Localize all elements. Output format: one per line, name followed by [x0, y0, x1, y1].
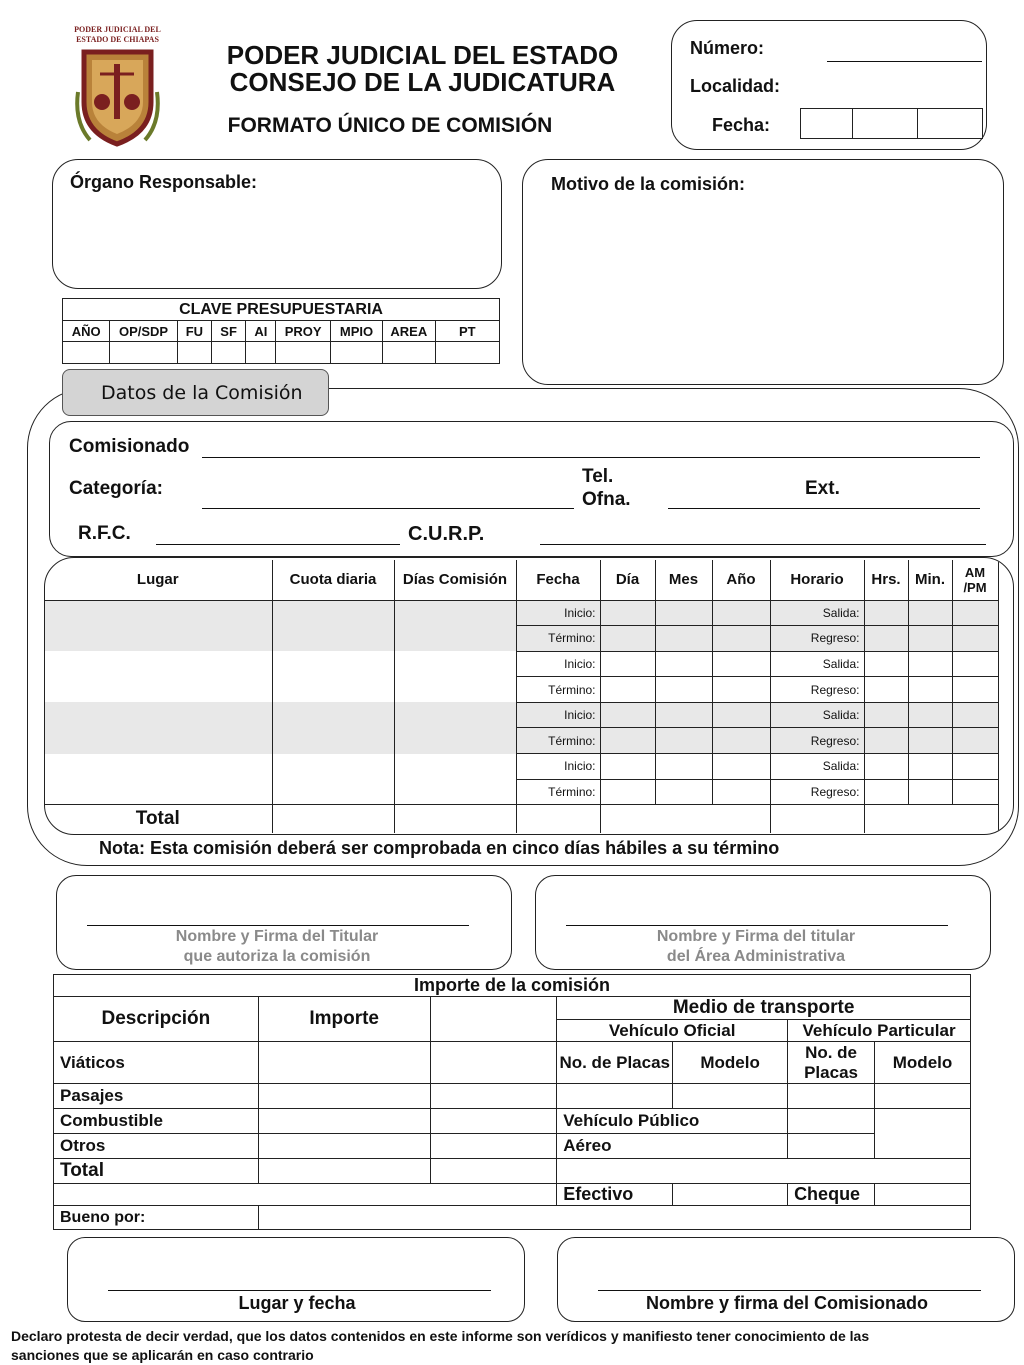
fecha-field[interactable]	[800, 108, 983, 139]
lugar-data-cell[interactable]	[44, 651, 272, 702]
ofna-label: Ofna.	[582, 489, 631, 510]
fecha-hora-cell[interactable]	[908, 754, 952, 780]
oficial-modelo-cell[interactable]	[673, 1084, 788, 1109]
firma-admin-line	[566, 925, 948, 926]
fecha-hora-cell[interactable]	[952, 702, 998, 728]
combustible-label: Combustible	[54, 1109, 259, 1134]
fecha-hora-cell[interactable]	[712, 651, 770, 677]
regreso-label: Regreso:	[770, 728, 864, 754]
aereo-cell[interactable]	[788, 1134, 875, 1159]
fecha-hora-cell[interactable]	[864, 626, 908, 652]
salida-label: Salida:	[770, 651, 864, 677]
fecha-hora-cell[interactable]	[952, 728, 998, 754]
nota-text: Nota: Esta comisión deberá ser comprobada en cinco días hábiles a su término	[99, 838, 780, 858]
clave-col-header: PROY	[276, 321, 330, 342]
declaracion-line-2: sanciones que se aplicarán en caso contrario	[11, 1347, 314, 1363]
lugar-fecha-label: Lugar y fecha	[238, 1293, 356, 1313]
fecha-label: Fecha:	[712, 115, 771, 135]
lugar-col-header: Día	[600, 560, 655, 600]
lugar-table-box	[44, 557, 1014, 835]
particular-modelo-cell[interactable]	[875, 1084, 971, 1109]
fecha-hora-cell[interactable]	[712, 600, 770, 626]
lugar-total-cell[interactable]	[272, 805, 394, 833]
importe-table	[53, 974, 971, 1230]
inicio-label: Inicio:	[516, 651, 600, 677]
fecha-hora-cell[interactable]	[952, 754, 998, 780]
lugar-data-cell[interactable]	[394, 754, 516, 805]
otros-extra-cell[interactable]	[430, 1134, 557, 1159]
vehiculo-publico-cell[interactable]	[788, 1109, 875, 1134]
firma-comisionado-box[interactable]	[557, 1237, 1015, 1322]
firma-admin-label-1: Nombre y Firma del titular	[656, 928, 856, 945]
fecha-hora-cell[interactable]	[655, 728, 712, 754]
termino-label: Término:	[516, 677, 600, 703]
clave-value-cell[interactable]	[63, 342, 110, 364]
importe-header: Importe	[258, 997, 430, 1042]
particular-placas-header: No. de Placas	[788, 1042, 875, 1084]
lugar-col-header: Fecha	[516, 560, 600, 600]
tel-label: Tel.	[582, 466, 614, 487]
fecha-hora-cell[interactable]	[864, 754, 908, 780]
termino-label: Término:	[516, 626, 600, 652]
fecha-hora-cell[interactable]	[655, 600, 712, 626]
importe-title: Importe de la comisión	[54, 975, 971, 997]
clave-value-cell[interactable]	[110, 342, 177, 364]
lugar-fecha-line	[108, 1290, 491, 1291]
fecha-hora-cell[interactable]	[952, 651, 998, 677]
firma-comisionado-label: Nombre y firma del Comisionado	[645, 1293, 929, 1313]
inicio-label: Inicio:	[516, 600, 600, 626]
ext-label: Ext.	[805, 478, 840, 499]
regreso-label: Regreso:	[770, 779, 864, 805]
fecha-hora-cell[interactable]	[908, 677, 952, 703]
total-extra-cell[interactable]	[430, 1159, 557, 1184]
particular-placas-cell[interactable]	[788, 1084, 875, 1109]
vehiculo-particular-header: Vehículo Particular	[788, 1020, 971, 1042]
fecha-hora-cell[interactable]	[908, 728, 952, 754]
lugar-col-header: Min.	[908, 560, 952, 600]
fecha-hora-cell[interactable]	[864, 651, 908, 677]
clave-value-cell[interactable]	[383, 342, 435, 364]
fecha-hora-cell[interactable]	[864, 677, 908, 703]
oficial-placas-cell[interactable]	[557, 1084, 673, 1109]
lugar-table	[44, 560, 999, 833]
firma-titular-line	[87, 925, 469, 926]
total-importe-cell[interactable]	[258, 1159, 430, 1184]
firma-admin-label-2: del Área Administrativa	[666, 948, 846, 965]
clave-value-cell[interactable]	[276, 342, 330, 364]
fecha-hora-cell[interactable]	[600, 779, 655, 805]
categoria-label: Categoría:	[69, 478, 163, 499]
aereo-label: Aéreo	[557, 1134, 788, 1159]
fecha-hora-cell[interactable]	[952, 677, 998, 703]
termino-label: Término:	[516, 728, 600, 754]
regreso-label: Regreso:	[770, 626, 864, 652]
lugar-col-header: AM /PM	[952, 560, 998, 600]
curp-field[interactable]	[540, 544, 986, 545]
clave-value-cell[interactable]	[212, 342, 246, 364]
lugar-data-cell[interactable]	[44, 702, 272, 753]
viaticos-extra-cell[interactable]	[430, 1042, 557, 1084]
lugar-total-cell[interactable]	[394, 805, 516, 833]
clave-value-cell[interactable]	[330, 342, 382, 364]
inicio-label: Inicio:	[516, 754, 600, 780]
pago-blank-cell	[54, 1184, 557, 1206]
lugar-col-header: Hrs.	[864, 560, 908, 600]
fecha-hora-cell[interactable]	[864, 600, 908, 626]
vehiculo-oficial-header: Vehículo Oficial	[557, 1020, 788, 1042]
lugar-data-cell[interactable]	[44, 754, 272, 805]
fecha-hora-cell[interactable]	[712, 677, 770, 703]
lugar-data-cell[interactable]	[394, 651, 516, 702]
total-importe-label: Total	[54, 1159, 259, 1184]
form-subtitle: FORMATO ÚNICO DE COMISIÓN	[227, 114, 553, 137]
declaracion-line-1: Declaro protesta de decir verdad, que los datos contenidos en este informe son verídicos y manifiesto tener conocimiento de las	[11, 1328, 870, 1344]
fecha-hora-cell[interactable]	[600, 651, 655, 677]
info-box	[671, 20, 987, 150]
numero-label: Número:	[690, 38, 765, 58]
regreso-label: Regreso:	[770, 677, 864, 703]
rfc-label: R.F.C.	[78, 523, 131, 544]
datos-comision-tab	[62, 369, 329, 416]
fecha-hora-cell[interactable]	[655, 677, 712, 703]
curp-label: C.U.R.P.	[408, 523, 485, 545]
bueno-por-cell[interactable]	[258, 1206, 970, 1230]
rfc-field[interactable]	[156, 544, 400, 545]
clave-value-cell[interactable]	[177, 342, 211, 364]
lugar-data-cell[interactable]	[394, 600, 516, 651]
lugar-col-header: Lugar	[44, 560, 272, 600]
localidad-label: Localidad:	[690, 76, 781, 96]
fecha-year-cell[interactable]	[918, 109, 983, 139]
fecha-hora-cell[interactable]	[655, 754, 712, 780]
termino-label: Término:	[516, 779, 600, 805]
combustible-extra-cell[interactable]	[430, 1109, 557, 1134]
lugar-total-cell[interactable]	[600, 805, 770, 833]
fecha-hora-cell[interactable]	[712, 728, 770, 754]
comisionado-label: Comisionado	[69, 436, 190, 457]
efectivo-cell[interactable]	[673, 1184, 788, 1206]
fecha-hora-cell[interactable]	[655, 651, 712, 677]
combustible-importe-cell[interactable]	[258, 1109, 430, 1134]
pasajes-importe-cell[interactable]	[258, 1084, 430, 1109]
clave-col-header: MPIO	[330, 321, 382, 342]
fecha-hora-cell[interactable]	[655, 702, 712, 728]
fecha-hora-cell[interactable]	[908, 702, 952, 728]
clave-value-cell[interactable]	[246, 342, 276, 364]
fecha-hora-cell[interactable]	[600, 754, 655, 780]
fecha-hora-cell[interactable]	[864, 702, 908, 728]
lugar-col-header: Cuota diaria	[272, 560, 394, 600]
lugar-col-header: Días Comisión	[394, 560, 516, 600]
bueno-por-label: Bueno por:	[54, 1206, 259, 1230]
cheque-label: Cheque	[788, 1184, 875, 1206]
particular-modelo-header: Modelo	[875, 1042, 971, 1084]
viaticos-importe-cell[interactable]	[258, 1042, 430, 1084]
lugar-data-cell[interactable]	[272, 651, 394, 702]
lugar-data-cell[interactable]	[44, 600, 272, 651]
fecha-hora-cell[interactable]	[712, 626, 770, 652]
fecha-hora-cell[interactable]	[600, 728, 655, 754]
fecha-hora-cell[interactable]	[600, 702, 655, 728]
fecha-hora-cell[interactable]	[712, 702, 770, 728]
firma-titular-label-2: que autoriza la comisión	[183, 948, 371, 965]
lugar-col-header: Horario	[770, 560, 864, 600]
clave-title: CLAVE PRESUPUESTARIA	[63, 299, 500, 321]
fecha-hora-cell[interactable]	[908, 779, 952, 805]
clave-col-header: AÑO	[63, 321, 110, 342]
fecha-month-cell[interactable]	[853, 109, 918, 139]
fecha-hora-cell[interactable]	[600, 600, 655, 626]
importe-blank-header	[430, 997, 557, 1042]
fecha-hora-cell[interactable]	[908, 600, 952, 626]
fecha-hora-cell[interactable]	[908, 626, 952, 652]
tel-ext-field[interactable]	[668, 508, 980, 509]
logo-text: PODER JUDICIAL DEL ESTADO DE CHIAPAS	[74, 25, 161, 44]
vehiculo-publico-label: Vehículo Público	[557, 1109, 788, 1134]
clave-col-header: FU	[177, 321, 211, 342]
viaticos-label: Viáticos	[54, 1042, 259, 1084]
clave-col-header: AREA	[383, 321, 435, 342]
fecha-hora-cell[interactable]	[712, 754, 770, 780]
lugar-total-cell[interactable]	[864, 805, 998, 833]
clave-col-header: OP/SDP	[110, 321, 177, 342]
salida-label: Salida:	[770, 702, 864, 728]
fecha-hora-cell[interactable]	[712, 779, 770, 805]
fecha-hora-cell[interactable]	[600, 626, 655, 652]
otros-importe-cell[interactable]	[258, 1134, 430, 1159]
fecha-hora-cell[interactable]	[600, 677, 655, 703]
comisionado-box	[49, 421, 1014, 557]
lugar-data-cell[interactable]	[394, 702, 516, 753]
pasajes-label: Pasajes	[54, 1084, 259, 1109]
motivo-box[interactable]	[522, 159, 1004, 385]
firma-admin-box[interactable]	[535, 875, 991, 970]
numero-field[interactable]	[827, 61, 982, 62]
lugar-total-cell[interactable]	[770, 805, 864, 833]
logo	[70, 22, 165, 152]
categoria-field[interactable]	[202, 508, 574, 509]
lugar-col-header: Mes	[655, 560, 712, 600]
medio-transporte-header: Medio de transporte	[557, 997, 971, 1020]
lugar-fecha-box[interactable]	[67, 1237, 525, 1322]
firma-titular-box[interactable]	[56, 875, 512, 970]
firma-titular-label-1: Nombre y Firma del Titular	[175, 928, 379, 945]
otros-label: Otros	[54, 1134, 259, 1159]
datos-tab-label: Datos de la Comisión	[101, 382, 303, 404]
efectivo-label: Efectivo	[557, 1184, 673, 1206]
page-title-line2: CONSEJO DE LA JUDICATURA	[229, 67, 616, 97]
fecha-hora-cell[interactable]	[952, 779, 998, 805]
page-title: PODER JUDICIAL DEL ESTADO	[226, 40, 619, 70]
salida-label: Salida:	[770, 754, 864, 780]
lugar-data-cell[interactable]	[272, 600, 394, 651]
total-transporte-cell	[557, 1159, 971, 1184]
organo-label: Órgano Responsable:	[70, 172, 258, 192]
firma-comisionado-line	[598, 1290, 981, 1291]
fecha-day-cell[interactable]	[801, 109, 853, 139]
oficial-modelo-header: Modelo	[673, 1042, 788, 1084]
fecha-hora-cell[interactable]	[908, 651, 952, 677]
lugar-data-cell[interactable]	[272, 754, 394, 805]
pasajes-extra-cell[interactable]	[430, 1084, 557, 1109]
fecha-hora-cell[interactable]	[655, 626, 712, 652]
fecha-hora-cell[interactable]	[952, 600, 998, 626]
clave-presupuestaria-table	[62, 298, 500, 364]
fecha-hora-cell[interactable]	[655, 779, 712, 805]
fecha-hora-cell[interactable]	[864, 779, 908, 805]
fecha-hora-cell[interactable]	[952, 626, 998, 652]
lugar-total-cell[interactable]	[516, 805, 600, 833]
inicio-label: Inicio:	[516, 702, 600, 728]
clave-col-header: PT	[435, 321, 499, 342]
clave-col-header: AI	[246, 321, 276, 342]
descripcion-header: Descripción	[54, 997, 259, 1042]
organo-box[interactable]	[52, 159, 502, 289]
lugar-total-label: Total	[44, 805, 272, 833]
comisionado-field[interactable]	[202, 457, 980, 458]
lugar-col-header: Año	[712, 560, 770, 600]
salida-label: Salida:	[770, 600, 864, 626]
fecha-hora-cell[interactable]	[864, 728, 908, 754]
oficial-placas-header: No. de Placas	[557, 1042, 673, 1084]
cheque-cell[interactable]	[875, 1184, 971, 1206]
motivo-label: Motivo de la comisión:	[551, 174, 746, 194]
clave-col-header: SF	[212, 321, 246, 342]
transporte-blank-cell	[875, 1109, 971, 1159]
lugar-data-cell[interactable]	[272, 702, 394, 753]
clave-value-cell[interactable]	[435, 342, 499, 364]
